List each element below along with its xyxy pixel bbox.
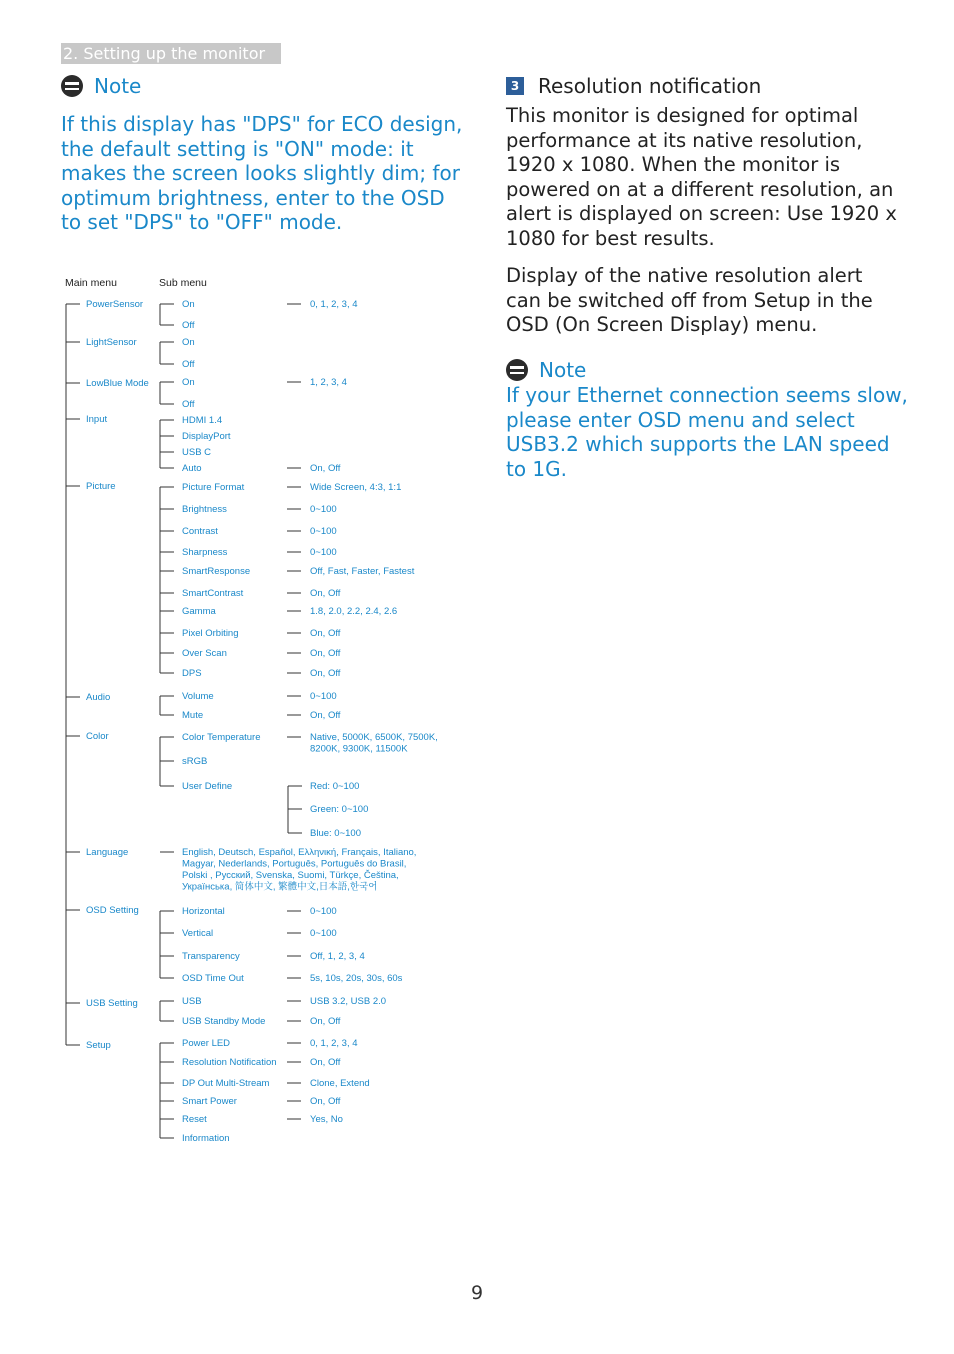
submenu-value: 0~100 bbox=[310, 691, 337, 702]
submenu-value: On, Off bbox=[310, 1016, 341, 1027]
submenu-item: Brightness bbox=[182, 504, 227, 515]
resolution-title: Resolution notification bbox=[538, 74, 762, 98]
submenu-value: 0, 1, 2, 3, 4 bbox=[310, 1038, 358, 1049]
submenu-item: DPS bbox=[182, 668, 202, 679]
submenu-item: USB Standby Mode bbox=[182, 1016, 266, 1027]
submenu-item: Off bbox=[182, 320, 195, 331]
language-options: Magyar, Nederlands, Português, Português do Brasil, bbox=[182, 858, 407, 870]
submenu-value: Native, 5000K, 6500K, 7500K, bbox=[310, 732, 438, 743]
main-menu-item: LightSensor bbox=[86, 337, 137, 348]
submenu-item: Information bbox=[182, 1133, 230, 1144]
language-options: English, Deutsch, Español, Ελληνική, Français, Italiano, bbox=[182, 847, 417, 858]
submenu-value: USB 3.2, USB 2.0 bbox=[310, 996, 387, 1007]
submenu-value: Clone, Extend bbox=[310, 1078, 370, 1089]
language-options: Українська, 简体中文, 繁體中文,日本語,한국어 bbox=[182, 881, 378, 893]
submenu-item: User Define bbox=[182, 781, 233, 792]
submenu-item: USB C bbox=[182, 447, 212, 458]
submenu-item: On bbox=[182, 337, 195, 348]
main-menu-item: Picture bbox=[86, 481, 116, 492]
submenu-value: On, Off bbox=[310, 588, 341, 599]
submenu-item: Sharpness bbox=[182, 547, 228, 558]
main-menu-item: Setup bbox=[86, 1040, 111, 1051]
submenu-item: Off bbox=[182, 399, 195, 410]
submenu-item: Transparency bbox=[182, 951, 240, 962]
submenu-item: sRGB bbox=[182, 756, 208, 767]
submenu-item: Resolution Notification bbox=[182, 1057, 277, 1068]
submenu-value: On, Off bbox=[310, 648, 341, 659]
submenu-value: 5s, 10s, 20s, 30s, 60s bbox=[310, 973, 403, 984]
section-header: 2. Setting up the monitor bbox=[61, 43, 281, 64]
submenu-item: Color Temperature bbox=[182, 732, 261, 743]
submenu-item: On bbox=[182, 299, 195, 310]
language-options: Polski , Русский, Svenska, Suomi, Türkçe, Čeština, bbox=[182, 870, 399, 881]
resolution-paragraph-1: This monitor is designed for optimal performance at its native resolution, 1920 x 1080. When the monitor is powered on at a different resolution, an alert is displayed on screen: Use 1920 x 1080 for best results. bbox=[506, 104, 897, 250]
submenu-value: Red: 0~100 bbox=[310, 781, 360, 792]
submenu-value: Blue: 0~100 bbox=[310, 828, 361, 839]
section-number-badge: 3 bbox=[506, 77, 524, 95]
submenu-value: 1.8, 2.0, 2.2, 2.4, 2.6 bbox=[310, 606, 398, 617]
submenu-item: Over Scan bbox=[182, 648, 227, 659]
submenu-value: Yes, No bbox=[310, 1114, 343, 1125]
submenu-value: 0~100 bbox=[310, 504, 337, 515]
submenu-value: On, Off bbox=[310, 1057, 341, 1068]
submenu-item: Auto bbox=[182, 463, 202, 474]
main-menu-item: PowerSensor bbox=[86, 299, 144, 310]
submenu-item: DP Out Multi-Stream bbox=[182, 1078, 270, 1089]
note-text-left: If this display has "DPS" for ECO design, the default setting is "ON" mode: it makes the screen looks slightly dim; for optimum brightness, enter to the OSD to set "DPS" to "OFF" mode. bbox=[61, 112, 463, 234]
submenu-value: 0~100 bbox=[310, 547, 337, 558]
submenu-value: 1, 2, 3, 4 bbox=[310, 377, 347, 388]
submenu-value: 0, 1, 2, 3, 4 bbox=[310, 299, 358, 310]
submenu-item: Contrast bbox=[182, 526, 218, 537]
main-menu-item: USB Setting bbox=[86, 998, 138, 1009]
submenu-value: Off, 1, 2, 3, 4 bbox=[310, 951, 365, 962]
main-menu-item: Audio bbox=[86, 692, 111, 703]
submenu-item: USB bbox=[182, 996, 202, 1007]
submenu-item: HDMI 1.4 bbox=[182, 415, 223, 426]
note-text-right: If your Ethernet connection seems slow, please enter OSD menu and select USB3.2 which supports the LAN speed to 1G. bbox=[506, 383, 908, 481]
submenu-item: Off bbox=[182, 359, 195, 370]
main-menu-item: OSD Setting bbox=[86, 905, 139, 916]
submenu-item: Picture Format bbox=[182, 482, 245, 493]
submenu-item: SmartResponse bbox=[182, 566, 251, 577]
resolution-paragraph-2: Display of the native resolution alert can be switched off from Setup in the OSD (On Screen Display) menu. bbox=[506, 264, 873, 336]
main-menu-item: LowBlue Mode bbox=[86, 378, 149, 389]
submenu-value: On, Off bbox=[310, 1096, 341, 1107]
page-number: 9 bbox=[470, 1282, 484, 1304]
submenu-item: DisplayPort bbox=[182, 431, 231, 442]
submenu-item: Power LED bbox=[182, 1038, 231, 1049]
submenu-value: On, Off bbox=[310, 628, 341, 639]
submenu-item: Smart Power bbox=[182, 1096, 237, 1107]
submenu-value: 8200K, 9300K, 11500K bbox=[310, 743, 408, 755]
main-menu-header: Main menu bbox=[65, 277, 117, 289]
main-menu-item: Color bbox=[86, 731, 109, 742]
submenu-value: 0~100 bbox=[310, 906, 337, 917]
submenu-value: On, Off bbox=[310, 668, 341, 679]
submenu-value: Wide Screen, 4:3, 1:1 bbox=[310, 482, 402, 493]
submenu-value: On, Off bbox=[310, 463, 341, 474]
submenu-value: 0~100 bbox=[310, 526, 337, 537]
submenu-value: Green: 0~100 bbox=[310, 804, 369, 815]
submenu-value: 0~100 bbox=[310, 928, 337, 939]
main-menu-item: Input bbox=[86, 414, 108, 425]
submenu-item: Pixel Orbiting bbox=[182, 628, 239, 639]
submenu-item: SmartContrast bbox=[182, 588, 244, 599]
submenu-item: Reset bbox=[182, 1114, 207, 1125]
note-title: Note bbox=[94, 74, 142, 98]
submenu-item: OSD Time Out bbox=[182, 973, 244, 984]
submenu-item: Mute bbox=[182, 710, 204, 721]
submenu-item: Volume bbox=[182, 691, 214, 702]
submenu-item: On bbox=[182, 377, 195, 388]
main-menu-item: Language bbox=[86, 847, 129, 858]
sub-menu-header: Sub menu bbox=[159, 277, 207, 289]
submenu-item: Vertical bbox=[182, 928, 214, 939]
submenu-item: Gamma bbox=[182, 606, 216, 617]
submenu-value: Off, Fast, Faster, Fastest bbox=[310, 566, 415, 577]
submenu-value: On, Off bbox=[310, 710, 341, 721]
submenu-item: Horizontal bbox=[182, 906, 225, 917]
note-title: Note bbox=[539, 358, 587, 382]
